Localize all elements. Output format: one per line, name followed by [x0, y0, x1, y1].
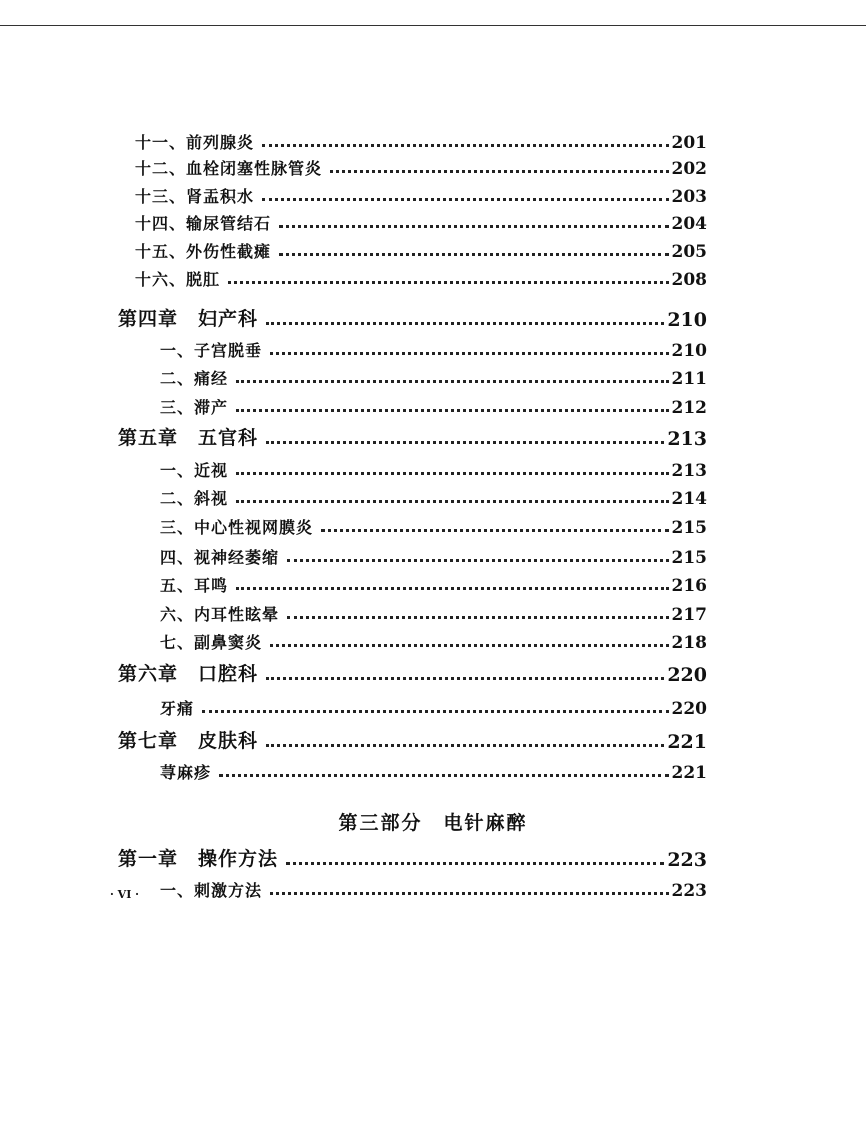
toc-chapter-entry [0, 660, 707, 686]
toc-entry [0, 264, 707, 290]
toc-entry [0, 335, 707, 361]
dot-leader [236, 587, 668, 590]
dot-leader [279, 225, 668, 228]
toc-entry [0, 693, 707, 719]
toc-entry-title: 第六章 口腔科 [118, 663, 259, 685]
toc-entry-title: 三、中心性视网膜炎 [160, 518, 314, 537]
toc-entry-page: 220 [671, 699, 707, 719]
toc-entry-title: 七、副鼻窦炎 [160, 633, 263, 652]
dot-leader [236, 500, 668, 503]
toc-entry-page: 202 [671, 159, 707, 179]
toc-entry-title: 一、刺激方法 [160, 881, 263, 900]
dot-leader [330, 170, 668, 173]
toc-entry [0, 483, 707, 509]
toc-entry-page: 205 [671, 242, 707, 262]
dot-leader [287, 559, 668, 562]
toc-entry-title: 荨麻疹 [160, 763, 212, 782]
toc-entry [0, 455, 707, 481]
dot-leader [219, 774, 668, 777]
part-title: 第三部分 电针麻醉 [338, 812, 528, 834]
toc-entry-title: 四、视神经萎缩 [160, 548, 280, 567]
toc-entry-page: 208 [671, 270, 707, 290]
toc-entry [0, 599, 707, 625]
toc-entry-page: 216 [671, 576, 707, 596]
toc-entry [0, 542, 707, 568]
dot-leader [321, 529, 668, 532]
dot-leader [228, 281, 668, 284]
dot-leader [202, 710, 668, 713]
toc-entry-page: 215 [671, 518, 707, 538]
toc-entry-title: 二、斜视 [160, 489, 229, 508]
toc-entry-title: 三、滞产 [160, 398, 229, 417]
dot-leader [266, 677, 664, 680]
toc-entry-title: 第七章 皮肤科 [118, 730, 259, 752]
toc-entry [0, 127, 707, 153]
toc-entry [0, 512, 707, 538]
toc-entry-page: 221 [671, 763, 707, 783]
toc-chapter-entry [0, 305, 707, 331]
dot-leader [236, 409, 668, 412]
toc-entry [0, 236, 707, 262]
toc-chapter-entry [0, 845, 707, 871]
toc-entry [0, 153, 707, 179]
dot-leader [236, 380, 668, 383]
toc-entry-title: 一、近视 [160, 461, 229, 480]
dot-leader [270, 352, 668, 355]
toc-entry-title: 十三、肾盂积水 [135, 187, 255, 206]
dot-leader [270, 892, 668, 895]
top-rule [0, 25, 866, 26]
toc-entry-title: 六、内耳性眩晕 [160, 605, 280, 624]
dot-leader [287, 616, 668, 619]
dot-leader [262, 198, 668, 201]
toc-chapter-entry [0, 424, 707, 450]
toc-entry-title: 十五、外伤性截瘫 [135, 242, 272, 261]
toc-entry-title: 十二、血栓闭塞性脉管炎 [135, 159, 323, 178]
toc-entry-page: 218 [671, 633, 707, 653]
toc-entry-page: 210 [667, 309, 707, 331]
toc-entry-title: 第一章 操作方法 [118, 848, 279, 870]
toc-entry [0, 570, 707, 596]
toc-entry-title: 五、耳鸣 [160, 576, 229, 595]
toc-entry [0, 627, 707, 653]
toc-entry-title: 第五章 五官科 [118, 427, 259, 449]
toc-entry-page: 210 [671, 341, 707, 361]
toc-entry-page: 204 [671, 214, 707, 234]
toc-entry-page: 223 [671, 881, 707, 901]
toc-entry-page: 213 [667, 428, 707, 450]
dot-leader [266, 441, 664, 444]
page-number-footer: · VI · [110, 888, 139, 901]
dot-leader [286, 862, 664, 865]
dot-leader [270, 644, 668, 647]
dot-leader [279, 253, 668, 256]
toc-entry-title: 十四、输尿管结石 [135, 214, 272, 233]
toc-entry-page: 213 [671, 461, 707, 481]
toc-entry-title: 第四章 妇产科 [118, 308, 259, 330]
toc-entry-page: 223 [667, 849, 707, 871]
dot-leader [266, 322, 664, 325]
toc-entry-page: 220 [667, 664, 707, 686]
toc-entry-page: 203 [671, 187, 707, 207]
toc-entry [0, 392, 707, 418]
toc-entry-title: 十六、脱肛 [135, 270, 221, 289]
toc-entry [0, 363, 707, 389]
toc-entry [0, 875, 707, 901]
toc-entry-page: 221 [667, 731, 707, 753]
toc-entry-page: 215 [671, 548, 707, 568]
toc-entry-page: 217 [671, 605, 707, 625]
toc-entry [0, 208, 707, 234]
toc-entry-title: 牙痛 [160, 699, 195, 718]
dot-leader [236, 472, 668, 475]
toc-chapter-entry [0, 727, 707, 753]
dot-leader [266, 744, 664, 747]
toc-entry-page: 214 [671, 489, 707, 509]
dot-leader [262, 144, 668, 147]
toc-entry [0, 757, 707, 783]
toc-entry-title: 二、痛经 [160, 369, 229, 388]
toc-entry [0, 181, 707, 207]
toc-entry-page: 211 [671, 369, 707, 389]
toc-entry-title: 一、子宫脱垂 [160, 341, 263, 360]
toc-entry-title: 十一、前列腺炎 [135, 133, 255, 152]
toc-entry-page: 201 [671, 133, 707, 153]
toc-entry-page: 212 [671, 398, 707, 418]
